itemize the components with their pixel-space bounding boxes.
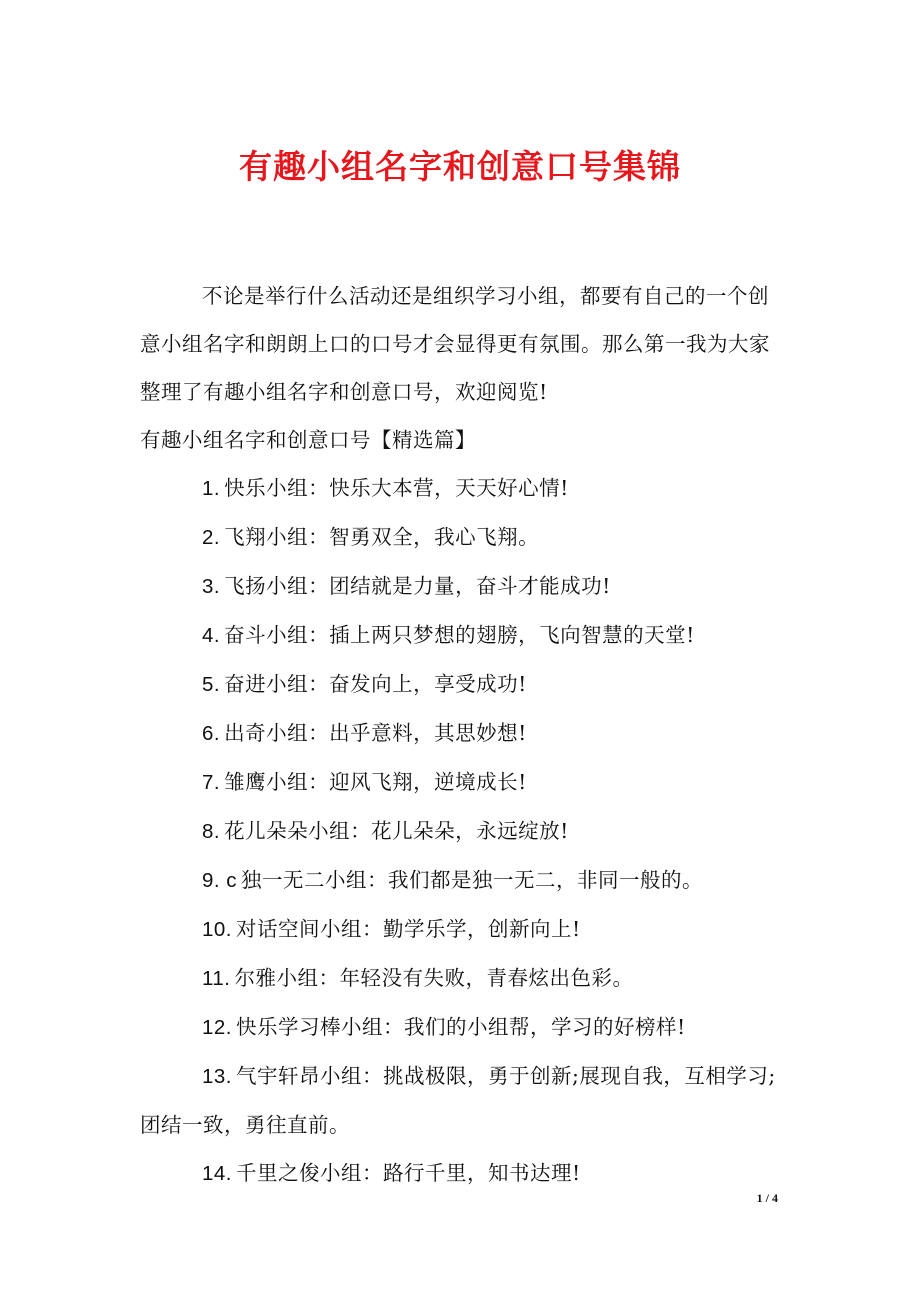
item-text: 快乐学习棒小组：我们的小组帮，学习的好榜样! [236, 1015, 686, 1039]
item-number: 8. [202, 820, 221, 843]
page-number: 1 / 4 [756, 1191, 778, 1205]
item-text: 飞扬小组：团结就是力量，奋斗才能成功! [224, 574, 611, 598]
list-item [140, 1052, 785, 1149]
item-number: 9. c [202, 869, 238, 892]
list-item [140, 1149, 785, 1198]
list-item [140, 464, 785, 513]
section-heading: 有趣小组名字和创意口号【精选篇】 [140, 428, 476, 452]
list-item [140, 709, 785, 758]
item-text: 飞翔小组：智勇双全，我心飞翔。 [224, 525, 540, 549]
item-number: 5. [202, 673, 221, 696]
item-text: 雏鹰小组：迎风飞翔，逆境成长! [224, 770, 527, 794]
item-number: 11. [202, 967, 231, 990]
item-number: 12. [202, 1016, 232, 1039]
list-item [140, 856, 785, 905]
list-item [140, 758, 785, 807]
list-item [140, 660, 785, 709]
item-text: 气宇轩昂小组：挑战极限，勇于创新;展现自我，互相学习;团结一致，勇往直前。 [140, 1064, 776, 1137]
list-item [140, 807, 785, 856]
list-item [140, 513, 785, 562]
item-text: 奋斗小组：插上两只梦想的翅膀，飞向智慧的天堂! [224, 623, 695, 647]
item-text: 出奇小组：出乎意料，其思妙想! [224, 721, 527, 745]
item-number: 2. [202, 526, 221, 549]
item-text: 对话空间小组：勤学乐学，创新向上! [236, 917, 581, 941]
item-number: 7. [202, 771, 221, 794]
intro-paragraph: 不论是举行什么活动还是组织学习小组，都要有自己的一个创意小组名字和朗朗上口的口号才会显得更有氛围。那么第一我为大家整理了有趣小组名字和创意口号，欢迎阅览! [140, 284, 770, 404]
item-text: 快乐小组：快乐大本营，天天好心情! [224, 476, 569, 500]
list-item [140, 1003, 785, 1052]
item-number: 4. [202, 624, 221, 647]
item-number: 6. [202, 722, 221, 745]
item-text: 独一无二小组：我们都是独一无二，非同一般的。 [241, 868, 704, 892]
slogan-list [140, 464, 785, 1198]
item-text: 千里之俊小组：路行千里，知书达理! [236, 1161, 581, 1185]
list-item [140, 562, 785, 611]
item-text: 花儿朵朵小组：花儿朵朵，永远绽放! [224, 819, 569, 843]
item-text: 尔雅小组：年轻没有失败，青春炫出色彩。 [234, 966, 634, 990]
list-item [140, 954, 785, 1003]
item-number: 3. [202, 575, 221, 598]
document-title: 有趣小组名字和创意口号集锦 [239, 147, 681, 186]
item-number: 1. [202, 477, 221, 500]
item-number: 14. [202, 1162, 232, 1185]
item-text: 奋进小组：奋发向上，享受成功! [224, 672, 527, 696]
list-item [140, 611, 785, 660]
item-number: 10. [202, 918, 232, 941]
item-number: 13. [202, 1065, 232, 1088]
list-item [140, 905, 785, 954]
